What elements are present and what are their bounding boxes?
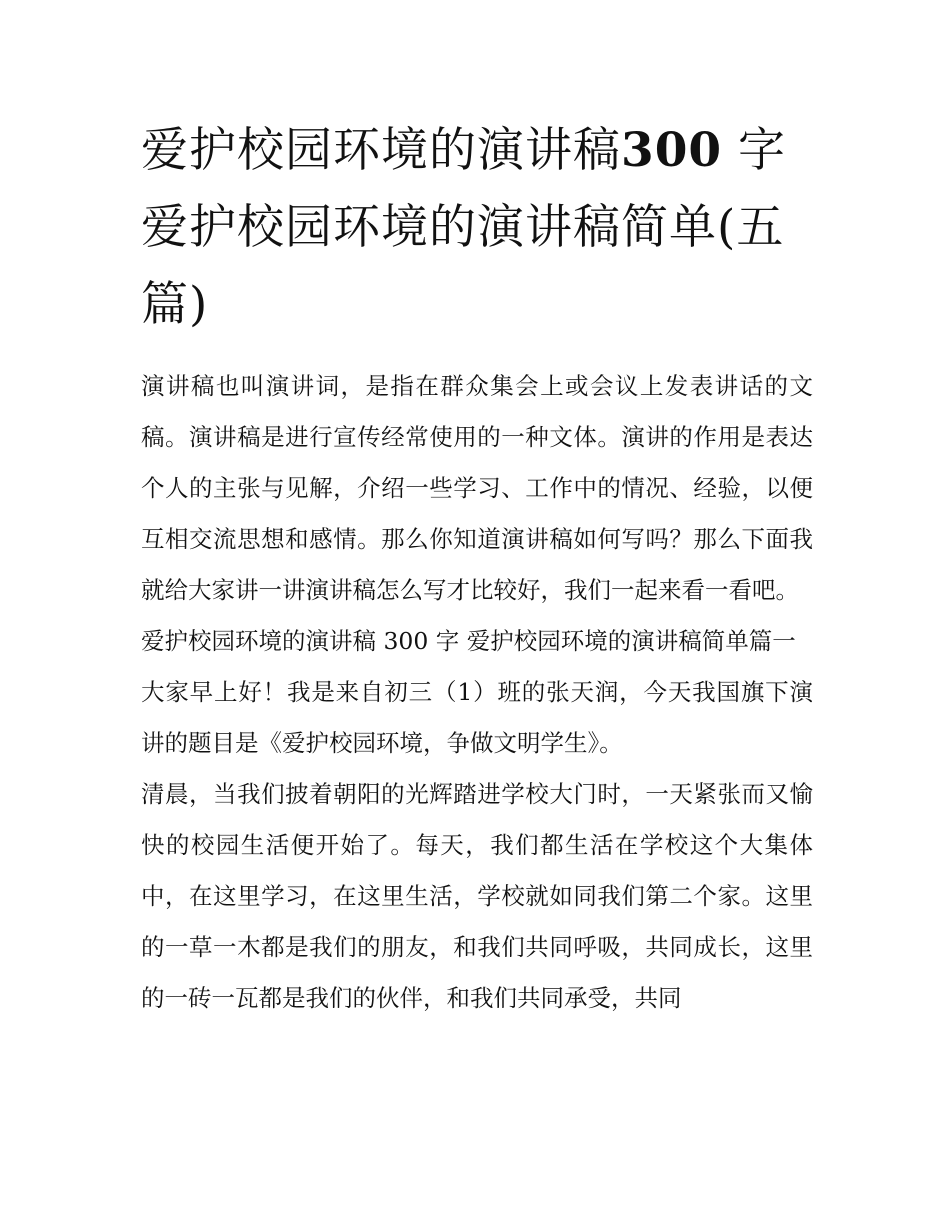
title-number: 300 [621,123,723,178]
title-part-2: 字 爱护校园环境的演讲稿简单(五篇) [141,123,787,332]
greeting-paragraph: 大家早上好！我是来自初三（1）班的张天润，今天我国旗下演讲的题目是《爱护校园环境，争做文明学生》。 [141,678,813,757]
intro-paragraph: 演讲稿也叫演讲词，是指在群众集会上或会议上发表讲话的文稿。演讲稿是进行宣传经常使用的一种文体。演讲的作用是表达个人的主张与见解，介绍一些学习、工作中的情况、经验，以便互相交流思想和感情。那么你知道演讲稿如何写吗？那么下面我就给大家讲一讲演讲稿怎么写才比较好，我们一起来看一看吧。 [141,372,813,604]
document-title [141,112,813,343]
document-body [141,112,813,1024]
title-part-1: 爱护校园环境的演讲稿 [141,123,621,178]
body-paragraph: 清晨，当我们披着朝阳的光辉踏进学校大门时，一天紧张而又愉快的校园生活便开始了。每天，我们都生活在学校这个大集体中，在这里学习，在这里生活，学校就如同我们第二个家。这里的一草一木都是我们的朋友，和我们共同呼吸，共同成长，这里的一砖一瓦都是我们的伙伴，和我们共同承受，共同 [141,780,813,1012]
section-heading: 爱护校园环境的演讲稿 300 字 爱护校园环境的演讲稿简单篇一 [141,627,796,655]
